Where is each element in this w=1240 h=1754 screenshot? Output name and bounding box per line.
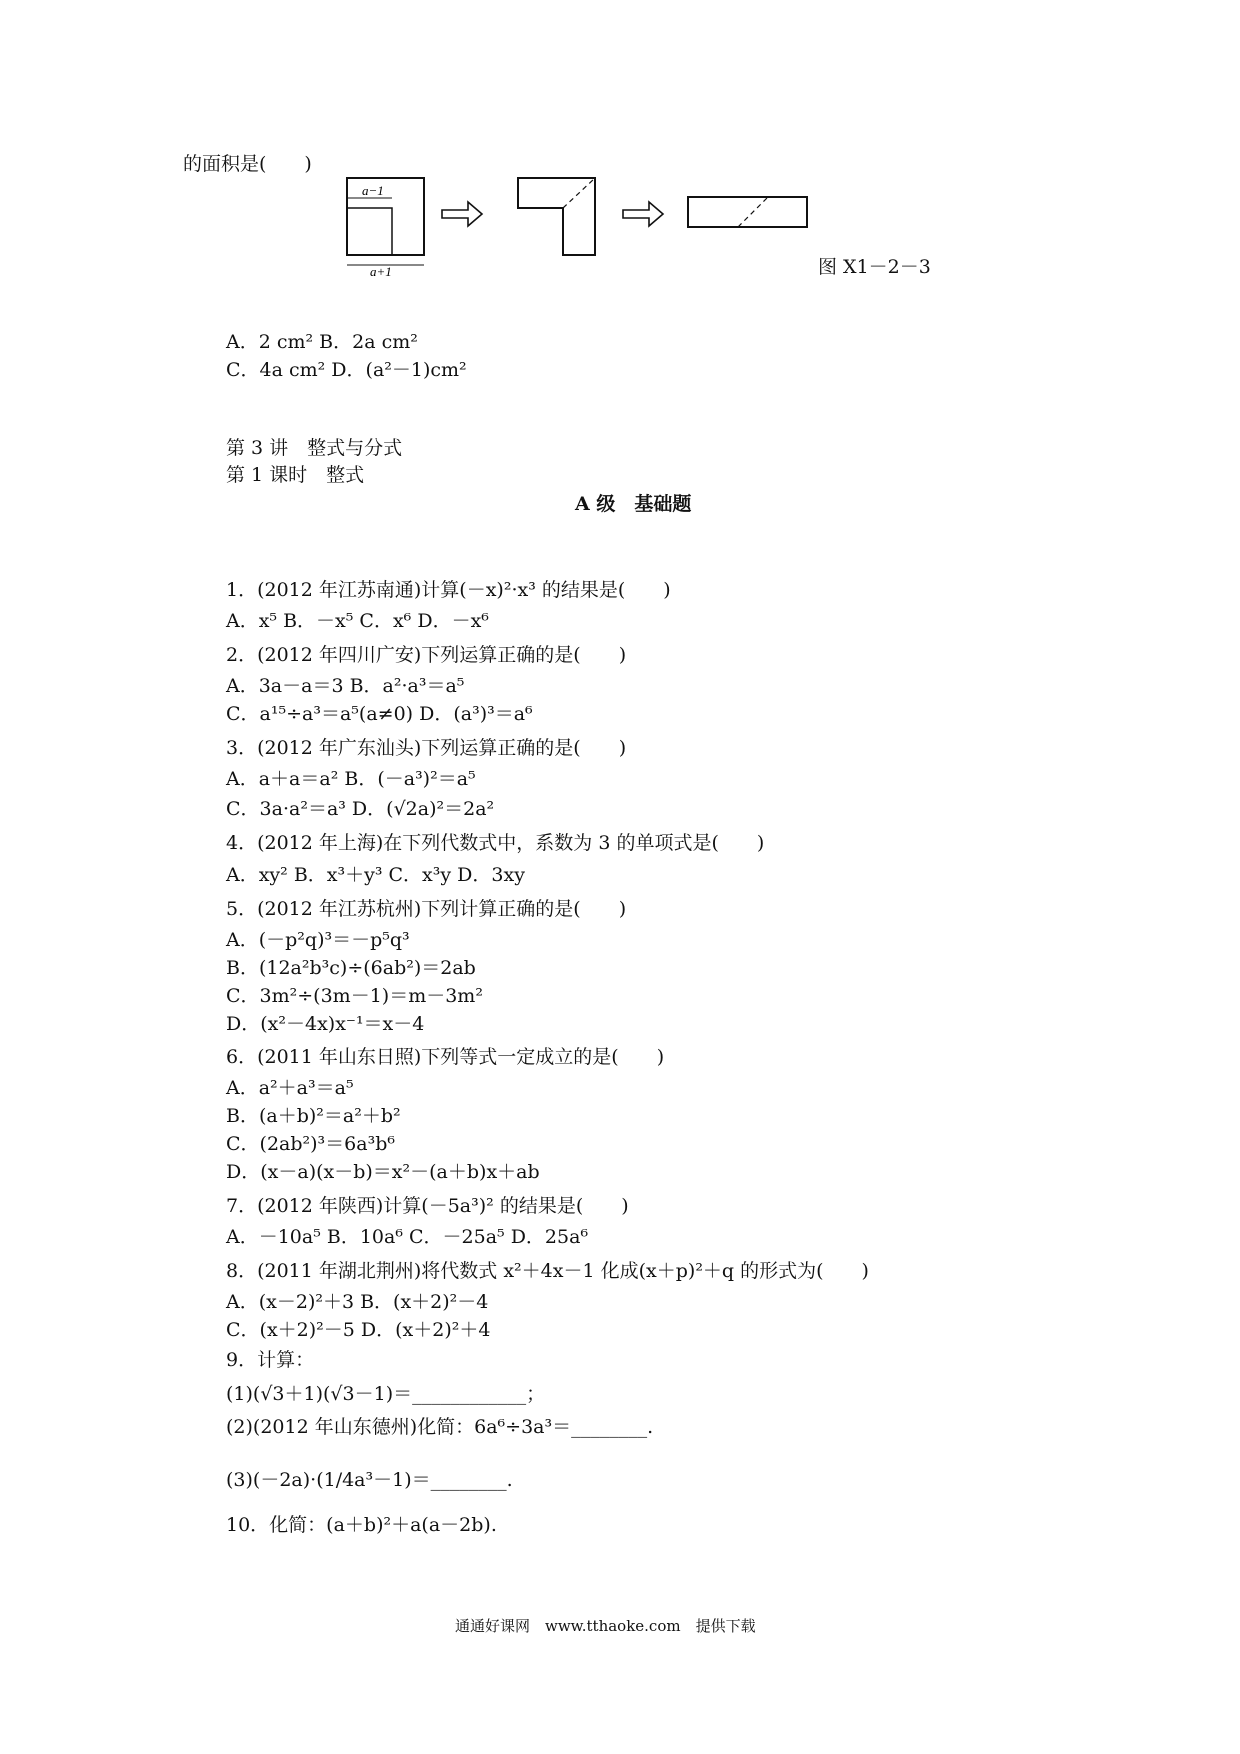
question-line: A．3a－a＝3 B．a²·a³＝a⁵ bbox=[226, 675, 465, 697]
question-line: (3)(－2a)·(1/4a³－1)＝________. bbox=[226, 1469, 513, 1491]
question-line: 4．(2012 年上海)在下列代数式中，系数为 3 的单项式是( ) bbox=[226, 832, 765, 854]
prev-option-line: A．2 cm² B．2a cm² bbox=[226, 331, 418, 353]
question-line: (2)(2012 年山东德州)化简：6a⁶÷3a³＝________. bbox=[226, 1416, 654, 1438]
arrow-icon bbox=[442, 202, 482, 226]
question-line: A．a＋a＝a² B．(－a³)²＝a⁵ bbox=[226, 768, 476, 790]
question-line: D．(x－a)(x－b)＝x²－(a＋b)x＋ab bbox=[226, 1161, 540, 1183]
question-line: C．3m²÷(3m－1)＝m－3m² bbox=[226, 985, 483, 1007]
question-line: 1．(2012 年江苏南通)计算(－x)²·x³ 的结果是( ) bbox=[226, 579, 671, 601]
question-line: C．(x＋2)²－5 D．(x＋2)²＋4 bbox=[226, 1319, 491, 1341]
rectangle-cut-line bbox=[738, 197, 768, 227]
question-line: A．(x－2)²＋3 B．(x＋2)²－4 bbox=[226, 1291, 489, 1313]
question-line: 6．(2011 年山东日照)下列等式一定成立的是( ) bbox=[226, 1046, 665, 1068]
inner-square bbox=[347, 208, 392, 255]
prev-option-line: C．4a cm² D．(a²－1)cm² bbox=[226, 359, 467, 381]
question-line: 7．(2012 年陕西)计算(－5a³)² 的结果是( ) bbox=[226, 1195, 629, 1217]
figure-caption: 图 X1－2－3 bbox=[818, 256, 931, 278]
question-line: A．－10a⁵ B．10a⁶ C．－25a⁵ D．25a⁶ bbox=[226, 1226, 589, 1248]
question-line: A．a²＋a³＝a⁵ bbox=[226, 1077, 354, 1099]
question-line: 5．(2012 年江苏杭州)下列计算正确的是( ) bbox=[226, 898, 627, 920]
question-line: (1)(√3＋1)(√3－1)＝____________； bbox=[226, 1383, 546, 1405]
question-line: C．(2ab²)³＝6a³b⁶ bbox=[226, 1133, 395, 1155]
label-a-minus-1: a−1 bbox=[362, 183, 384, 198]
level-heading: A 级 基础题 bbox=[575, 493, 692, 515]
question-line: B．(a＋b)²＝a²＋b² bbox=[226, 1105, 401, 1127]
label-a-plus-1: a+1 bbox=[370, 264, 392, 279]
page-footer: 通通好课网 www.tthaoke.com 提供下载 bbox=[455, 1617, 756, 1635]
lecture-heading: 第 3 讲 整式与分式 bbox=[226, 437, 403, 459]
question-line: D．(x²－4x)x⁻¹＝x－4 bbox=[226, 1013, 425, 1035]
question-line: C．3a·a²＝a³ D．(√2a)²＝2a² bbox=[226, 798, 495, 820]
arrow-icon bbox=[623, 202, 663, 226]
question-line: 9．计算： bbox=[226, 1349, 315, 1371]
figure-x1-2-3 bbox=[340, 170, 830, 280]
question-line: B．(12a²b³c)÷(6ab²)＝2ab bbox=[226, 957, 476, 979]
question-line: C．a¹⁵÷a³＝a⁵(a≠0) D．(a³)³＝a⁶ bbox=[226, 703, 533, 725]
l-shape-cut-line bbox=[563, 178, 595, 208]
lesson-heading: 第 1 课时 整式 bbox=[226, 464, 365, 486]
question-line: 8．(2011 年湖北荆州)将代数式 x²＋4x－1 化成(x＋p)²＋q 的形式为( ) bbox=[226, 1260, 869, 1282]
question-line: A．xy² B．x³＋y³ C．x³y D．3xy bbox=[226, 864, 525, 886]
question-line: 2．(2012 年四川广安)下列运算正确的是( ) bbox=[226, 644, 627, 666]
intro-line: 的面积是( ) bbox=[183, 153, 312, 175]
question-line: 3．(2012 年广东汕头)下列运算正确的是( ) bbox=[226, 737, 627, 759]
outer-square bbox=[347, 178, 424, 255]
question-line: A．x⁵ B．－x⁵ C．x⁶ D．－x⁶ bbox=[226, 610, 489, 632]
question-line: 10．化简：(a＋b)²＋a(a－2b). bbox=[226, 1514, 497, 1536]
rectangle-shape bbox=[688, 197, 807, 227]
question-line: A．(－p²q)³＝－p⁵q³ bbox=[226, 929, 410, 951]
